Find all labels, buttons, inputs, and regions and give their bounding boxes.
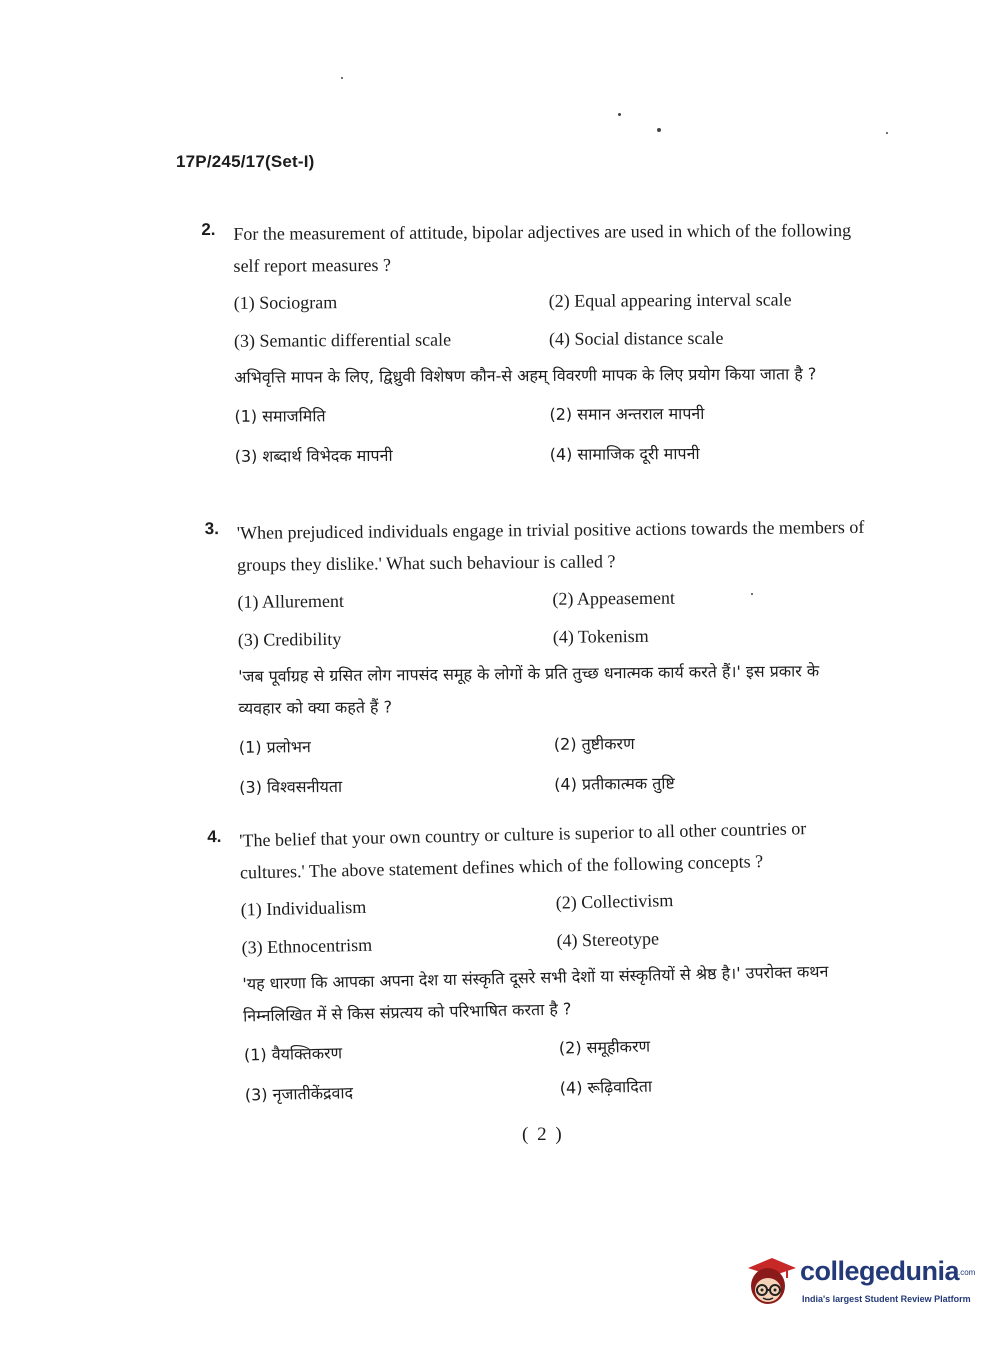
option-4: (4) Social distance scale (548, 327, 724, 349)
option-3: (3) Semantic differential scale (233, 329, 452, 351)
option-2: (2) Equal appearing interval scale (548, 289, 792, 311)
question-text-hindi: 'जब पूर्वाग्रह से ग्रसित लोग नापसंद समूह के लोगों के प्रति तुच्छ धनात्मक कार्य करते हैं।' इस प्रकार के व्यवहार को क्या कहते हैं ? (238, 661, 820, 718)
option-4: (4) Tokenism (552, 625, 649, 647)
option-2-hindi: (2) तुष्टीकरण (553, 734, 635, 754)
question-2 (201, 214, 863, 472)
option-list-hindi (244, 1027, 873, 1111)
option-3-hindi: (3) विश्वसनीयता (239, 776, 343, 797)
option-1-hindi: (1) वैयक्तिकरण (243, 1043, 343, 1065)
paper-code: 17P/245/17(Set-I) (176, 152, 315, 171)
mascot-logo-icon (742, 1252, 798, 1308)
scan-speck (618, 113, 621, 116)
option-3-hindi: (3) नृजातीकेंद्रवाद (244, 1083, 354, 1105)
option-1-hindi: (1) प्रलोभन (238, 737, 311, 757)
question-3 (205, 511, 868, 803)
page-number: ( 2 ) (522, 1124, 564, 1145)
question-text: 'The belief that your own country or culture is superior to all other countries or cultures.' The above statement defines which of the following concepts ? (239, 818, 807, 883)
option-2: (2) Appeasement (552, 587, 676, 609)
option-4-hindi: (4) प्रतीकात्मक तुष्टि (554, 773, 675, 794)
option-3-hindi: (3) शब्दार्थ विभेदक मापनी (234, 445, 393, 466)
question-number: 3. (204, 519, 220, 539)
watermark-name: collegedunia (800, 1256, 960, 1286)
question-text-hindi: 'यह धारणा कि आपका अपना देश या संस्कृति दूसरे सभी देशों या संस्कृतियों से श्रेष्ठ है।' उपरोक्त कथन निम्नलिखित में से किस संप्रत्यय को परिभाषित करता है ? (242, 961, 829, 1026)
option-1-hindi: (1) समाजमिति (234, 406, 326, 426)
option-1: (1) Allurement (237, 590, 345, 612)
question-number: 2. (201, 219, 216, 240)
option-1: (1) Individualism (240, 896, 367, 920)
option-3: (3) Credibility (237, 628, 342, 650)
option-list-hindi (234, 398, 862, 472)
scan-speck (341, 77, 343, 79)
question-4 (207, 811, 873, 1111)
collegedunia-watermark (742, 1246, 976, 1316)
question-number: 4. (207, 826, 222, 847)
option-2-hindi: (2) समूहीकरण (558, 1036, 651, 1058)
question-text-hindi: अभिवृत्ति मापन के लिए, द्विध्रुवी विशेषण कौन-से अहम् विवरणी मापक के लिए प्रयोग किया जाता है ? (234, 364, 817, 387)
option-4-hindi: (4) सामाजिक दूरी मापनी (549, 443, 700, 464)
question-text: 'When prejudiced individuals engage in trivial positive actions towards the members of groups they dislike.' What such behaviour is called ? (236, 516, 865, 575)
option-3: (3) Ethnocentrism (241, 934, 373, 958)
watermark-domain-suffix: .com (958, 1268, 976, 1277)
option-4-hindi: (4) रूढ़िवादिता (559, 1076, 653, 1098)
option-list (237, 581, 866, 655)
question-text: For the measurement of attitude, bipolar adjectives are used in which of the following self report measures ? (233, 220, 852, 276)
option-2-hindi: (2) समान अन्तराल मापनी (549, 403, 705, 424)
option-4: (4) Stereotype (556, 928, 660, 951)
option-list (240, 881, 869, 963)
watermark-tagline: India's largest Student Review Platform (802, 1294, 971, 1304)
option-1: (1) Sociogram (233, 292, 338, 313)
option-list-hindi (239, 727, 868, 803)
option-2: (2) Collectivism (555, 890, 674, 913)
scan-speck (657, 128, 661, 132)
scan-speck (886, 132, 888, 134)
option-list (234, 284, 862, 356)
